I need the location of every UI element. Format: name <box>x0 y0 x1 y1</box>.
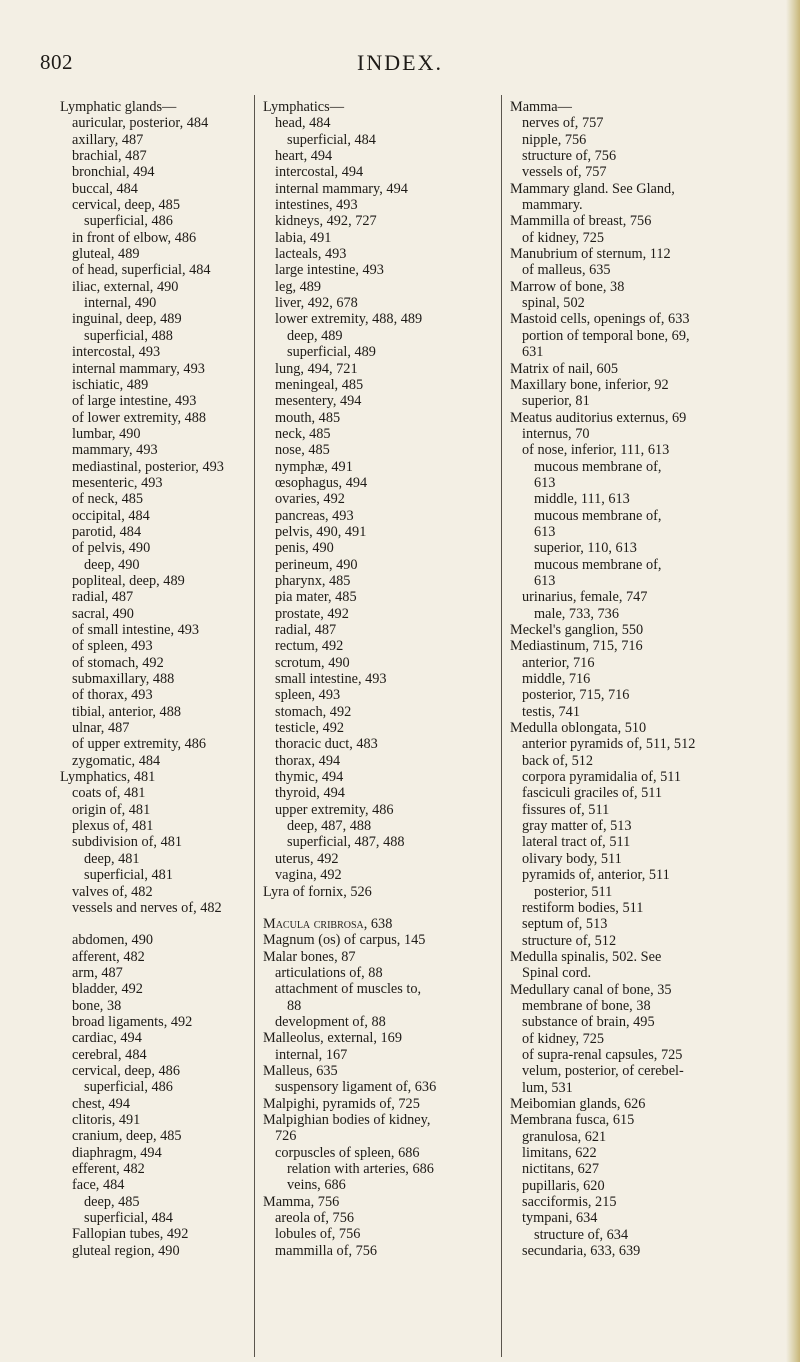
index-entry: superficial, 481 <box>84 867 173 884</box>
index-entry: stomach, 492 <box>275 703 352 720</box>
index-entry: internus, 70 <box>522 425 590 442</box>
index-entry: mammary, 493 <box>72 442 158 459</box>
index-entry: deep, 487, 488 <box>287 818 372 835</box>
index-entry: Spinal cord. <box>522 965 592 982</box>
index-entry: attachment of muscles to, <box>275 981 422 998</box>
index-entry: cardiac, 494 <box>72 1030 142 1047</box>
index-entry: Lymphatics— <box>263 99 345 115</box>
index-entry: bone, 38 <box>72 997 122 1014</box>
index-entry: thorax, 494 <box>275 752 341 769</box>
index-entry: superficial, 488 <box>84 327 173 344</box>
index-entry: uterus, 492 <box>275 850 339 867</box>
index-entry: iliac, external, 490 <box>72 278 179 295</box>
index-entry: nictitans, 627 <box>522 1161 600 1178</box>
index-entry: mediastinal, posterior, 493 <box>72 458 224 475</box>
index-entry: lateral tract of, 511 <box>522 834 631 851</box>
index-entry: gluteal, 489 <box>72 246 140 263</box>
index-entry: veins, 686 <box>287 1177 346 1194</box>
index-entry: superficial, 489 <box>287 344 376 361</box>
index-entry: abdomen, 490 <box>72 932 153 949</box>
index-entry: thymic, 494 <box>275 769 344 786</box>
index-entry: Mamma, 756 <box>263 1193 340 1210</box>
index-entry: Mastoid cells, openings of, 633 <box>510 311 690 328</box>
index-entry: Lyra of fornix, 526 <box>263 883 372 900</box>
index-entry: neck, 485 <box>275 425 331 442</box>
index-entry: kidneys, 492, 727 <box>275 213 377 230</box>
index-entry: internal, 167 <box>275 1046 348 1063</box>
index-entry: of lower extremity, 488 <box>72 409 207 426</box>
index-entry: superficial, 484 <box>84 1210 173 1227</box>
index-entry: testis, 741 <box>522 703 580 720</box>
index-entry: fissures of, 511 <box>522 801 610 818</box>
index-entry: perineum, 490 <box>275 556 358 573</box>
index-entry: suspensory ligament of, 636 <box>275 1079 437 1096</box>
index-entry: back of, 512 <box>522 752 594 769</box>
index-entry: Mammilla of breast, 756 <box>510 213 652 230</box>
index-entry: ovaries, 492 <box>275 491 345 508</box>
index-entry: Medullary canal of bone, 35 <box>510 981 672 998</box>
index-entry: posterior, 715, 716 <box>522 687 630 704</box>
index-entry: nymphæ, 491 <box>275 458 353 475</box>
index-entry: sacciformis, 215 <box>522 1194 617 1211</box>
index-entry: leg, 489 <box>275 278 322 295</box>
index-entry: Meibomian glands, 626 <box>510 1095 646 1112</box>
index-entry: liver, 492, 678 <box>275 295 358 312</box>
index-entry: cervical, deep, 485 <box>72 197 180 214</box>
index-entry: arm, 487 <box>72 964 123 981</box>
column-rule <box>501 95 502 1357</box>
index-entry: lung, 494, 721 <box>275 360 358 377</box>
index-entry: superficial, 484 <box>287 131 376 148</box>
index-entry: clitoris, 491 <box>72 1111 141 1128</box>
index-entry: thyroid, 494 <box>275 785 345 802</box>
index-entry: granulosa, 621 <box>522 1128 607 1145</box>
index-entry: membrane of bone, 38 <box>522 997 651 1014</box>
index-entry: sacral, 490 <box>72 605 134 622</box>
index-entry: deep, 485 <box>84 1193 140 1210</box>
index-entry: mammary. <box>522 197 583 214</box>
index-entry: of small intestine, 493 <box>72 622 200 638</box>
index-entry: coats of, 481 <box>72 785 146 802</box>
index-entry: superficial, 486 <box>84 213 173 230</box>
index-entry: lumbar, 490 <box>72 425 141 442</box>
index-entry: intercostal, 493 <box>72 344 161 361</box>
index-entry: lacteals, 493 <box>275 246 347 263</box>
index-entry: anterior pyramids of, 511, 512 <box>522 736 696 753</box>
index-entry: nerves of, 757 <box>522 115 604 132</box>
index-entry: axillary, 487 <box>72 131 144 148</box>
index-entry: olivary body, 511 <box>522 850 622 867</box>
index-entry: ischiatic, 489 <box>72 376 149 393</box>
index-entry: Lymphatic glands— <box>60 99 177 115</box>
index-entry: Magnum (os) of carpus, 145 <box>263 932 426 949</box>
index-entry: areola of, 756 <box>275 1210 354 1227</box>
index-entry: cervical, deep, 486 <box>72 1062 180 1079</box>
index-column-3 <box>510 99 760 1259</box>
index-entry: chest, 494 <box>72 1095 130 1112</box>
index-entry: thoracic duct, 483 <box>275 736 378 753</box>
blank-line <box>263 900 501 916</box>
index-entry: of spleen, 493 <box>72 638 153 655</box>
index-entry: prostate, 492 <box>275 605 349 622</box>
index-entry: zygomatic, 484 <box>72 752 161 769</box>
index-entry: face, 484 <box>72 1177 125 1194</box>
index-entry: origin of, 481 <box>72 801 151 818</box>
index-entry: nipple, 756 <box>522 131 587 148</box>
index-entry: Medulla oblongata, 510 <box>510 720 647 737</box>
index-entry: secundaria, 633, 639 <box>522 1243 641 1260</box>
index-entry: Meatus auditorius externus, 69 <box>510 409 687 426</box>
index-entry: of pelvis, 490 <box>72 540 151 557</box>
index-entry: middle, 716 <box>522 671 591 688</box>
index-entry: of supra-renal capsules, 725 <box>522 1046 683 1063</box>
index-entry: pharynx, 485 <box>275 572 351 589</box>
index-entry: 631 <box>522 344 544 361</box>
index-entry: Malleus, 635 <box>263 1062 338 1079</box>
index-entry: internal, 490 <box>84 295 157 312</box>
index-entry: of thorax, 493 <box>72 687 153 704</box>
running-head: INDEX. <box>357 50 443 75</box>
index-entry: Malpighi, pyramids of, 725 <box>263 1095 420 1112</box>
index-entry: Malpighian bodies of kidney, <box>263 1111 431 1128</box>
index-entry: tympani, 634 <box>522 1210 598 1227</box>
index-entry: valves of, 482 <box>72 883 153 900</box>
index-entry: articulations of, 88 <box>275 964 383 981</box>
index-entry: upper extremity, 486 <box>275 801 394 818</box>
page-edge-shadow <box>786 0 800 1362</box>
index-entry: head, 484 <box>275 115 331 132</box>
index-entry: vessels of, 757 <box>522 164 607 181</box>
index-entry: deep, 490 <box>84 556 140 573</box>
index-entry: lobules of, 756 <box>275 1226 361 1243</box>
index-entry: substance of brain, 495 <box>522 1014 655 1031</box>
index-entry: portion of temporal bone, 69, <box>522 327 690 344</box>
index-entry: middle, 111, 613 <box>534 491 630 508</box>
index-entry: pelvis, 490, 491 <box>275 523 367 540</box>
index-entry: occipital, 484 <box>72 507 150 524</box>
index-entry: intestines, 493 <box>275 197 358 214</box>
index-entry: deep, 489 <box>287 327 343 344</box>
index-entry: mucous membrane of, <box>534 458 662 475</box>
index-entry: radial, 487 <box>72 589 134 606</box>
index-entry: tibial, anterior, 488 <box>72 703 182 720</box>
index-entry: Malleolus, external, 169 <box>263 1030 402 1047</box>
index-entry: inguinal, deep, 489 <box>72 311 182 328</box>
index-entry: meningeal, 485 <box>275 376 364 393</box>
index-entry: cranium, deep, 485 <box>72 1128 182 1145</box>
index-entry: bronchial, 494 <box>72 164 155 181</box>
index-entry: limitans, 622 <box>522 1145 597 1161</box>
index-entry: popliteal, deep, 489 <box>72 572 185 589</box>
index-entry: testicle, 492 <box>275 720 345 737</box>
index-entry: parotid, 484 <box>72 523 142 540</box>
index-entry: Manubrium of sternum, 112 <box>510 246 671 263</box>
index-entry: of nose, inferior, 111, 613 <box>522 442 670 459</box>
index-entry: posterior, 511 <box>534 883 613 900</box>
index-entry: in front of elbow, 486 <box>72 229 197 246</box>
index-entry: Fallopian tubes, 492 <box>72 1226 189 1243</box>
index-entry: mouth, 485 <box>275 409 341 426</box>
index-entry: Macula cribrosa, 638 <box>263 915 393 932</box>
index-entry: Lymphatics, 481 <box>60 769 156 786</box>
index-entry: velum, posterior, of cerebel- <box>522 1063 684 1080</box>
index-entry: plexus of, 481 <box>72 818 154 835</box>
index-entry: auricular, posterior, 484 <box>72 115 209 132</box>
index-entry: efferent, 482 <box>72 1161 145 1177</box>
index-entry: structure of, 512 <box>522 932 617 949</box>
index-entry: Maxillary bone, inferior, 92 <box>510 376 669 393</box>
index-entry: development of, 88 <box>275 1013 386 1030</box>
index-entry: Malar bones, 87 <box>263 948 356 965</box>
index-entry: rectum, 492 <box>275 638 344 655</box>
index-entry: deep, 481 <box>84 850 140 867</box>
index-entry: brachial, 487 <box>72 148 147 165</box>
index-entry: of neck, 485 <box>72 491 144 508</box>
index-entry: pupillaris, 620 <box>522 1177 605 1194</box>
index-entry: large intestine, 493 <box>275 262 384 279</box>
index-entry: bladder, 492 <box>72 981 143 998</box>
index-entry: restiform bodies, 511 <box>522 899 644 916</box>
index-entry: radial, 487 <box>275 622 337 638</box>
index-entry: vagina, 492 <box>275 867 342 884</box>
index-entry: structure of, 634 <box>534 1226 629 1243</box>
index-entry: 613 <box>534 523 556 540</box>
index-entry: of malleus, 635 <box>522 262 611 279</box>
index-entry: mucous membrane of, <box>534 556 662 573</box>
index-entry: urinarius, female, 747 <box>522 589 648 606</box>
index-entry: relation with arteries, 686 <box>287 1161 434 1177</box>
index-entry: vessels and nerves of, 482 <box>72 899 222 916</box>
index-entry: gray matter of, 513 <box>522 818 632 835</box>
index-entry: nose, 485 <box>275 442 330 459</box>
index-entry: 613 <box>534 474 556 491</box>
index-entry: 613 <box>534 572 556 589</box>
index-entry: of head, superficial, 484 <box>72 262 211 279</box>
index-entry: Marrow of bone, 38 <box>510 278 625 295</box>
index-entry: superior, 81 <box>522 393 590 410</box>
index-entry: internal mammary, 494 <box>275 180 408 197</box>
index-entry: of kidney, 725 <box>522 1030 605 1047</box>
index-entry: of large intestine, 493 <box>72 393 197 410</box>
index-entry: superficial, 486 <box>84 1079 173 1096</box>
index-entry: Mammary gland. See Gland, <box>510 180 675 197</box>
index-entry: superior, 110, 613 <box>534 540 637 557</box>
index-column-2 <box>263 99 501 1259</box>
index-entry: buccal, 484 <box>72 180 138 197</box>
index-entry: 726 <box>275 1128 297 1145</box>
index-entry: lower extremity, 488, 489 <box>275 311 423 328</box>
index-entry: ulnar, 487 <box>72 720 130 737</box>
index-entry: scrotum, 490 <box>275 654 350 671</box>
index-entry: superficial, 487, 488 <box>287 834 405 851</box>
index-entry: mucous membrane of, <box>534 507 662 524</box>
index-entry: mammilla of, 756 <box>275 1242 378 1259</box>
index-entry: small intestine, 493 <box>275 671 387 688</box>
index-entry: septum of, 513 <box>522 916 608 933</box>
index-entry: structure of, 756 <box>522 148 617 165</box>
index-entry: pia mater, 485 <box>275 589 357 606</box>
index-entry: lum, 531 <box>522 1079 573 1096</box>
index-entry: Meckel's ganglion, 550 <box>510 622 644 638</box>
index-entry: afferent, 482 <box>72 948 145 965</box>
index-entry: cerebral, 484 <box>72 1046 147 1063</box>
index-entry: spleen, 493 <box>275 687 341 704</box>
index-entry: 88 <box>287 997 302 1014</box>
index-entry: Medulla spinalis, 502. See <box>510 948 662 965</box>
index-entry: Matrix of nail, 605 <box>510 360 619 377</box>
index-entry: corpuscles of spleen, 686 <box>275 1144 420 1161</box>
index-entry: submaxillary, 488 <box>72 671 175 688</box>
index-entry: pyramids of, anterior, 511 <box>522 867 670 884</box>
page-number: 802 <box>40 50 73 74</box>
index-entry: mesenteric, 493 <box>72 474 163 491</box>
index-entry: broad ligaments, 492 <box>72 1013 193 1030</box>
index-entry: of stomach, 492 <box>72 654 164 671</box>
index-entry: corpora pyramidalia of, 511 <box>522 769 682 786</box>
index-entry: of kidney, 725 <box>522 229 605 246</box>
index-entry: Mediastinum, 715, 716 <box>510 638 643 655</box>
index-entry: spinal, 502 <box>522 295 585 312</box>
index-entry: internal mammary, 493 <box>72 360 205 377</box>
index-entry: labia, 491 <box>275 229 332 246</box>
index-entry: male, 733, 736 <box>534 605 619 622</box>
index-entry: Membrana fusca, 615 <box>510 1112 635 1129</box>
index-entry: penis, 490 <box>275 540 334 557</box>
index-entry: of upper extremity, 486 <box>72 736 207 753</box>
index-entry: œsophagus, 494 <box>275 474 368 491</box>
index-entry: diaphragm, 494 <box>72 1144 162 1161</box>
index-entry: fasciculi graciles of, 511 <box>522 785 663 802</box>
index-entry: Mamma— <box>510 99 572 115</box>
index-entry: pancreas, 493 <box>275 507 354 524</box>
index-entry: subdivision of, 481 <box>72 834 183 851</box>
index-entry: gluteal region, 490 <box>72 1242 180 1259</box>
index-entry: heart, 494 <box>275 148 333 165</box>
index-entry: mesentery, 494 <box>275 393 362 410</box>
index-entry: anterior, 716 <box>522 654 595 671</box>
index-entry: intercostal, 494 <box>275 164 364 181</box>
